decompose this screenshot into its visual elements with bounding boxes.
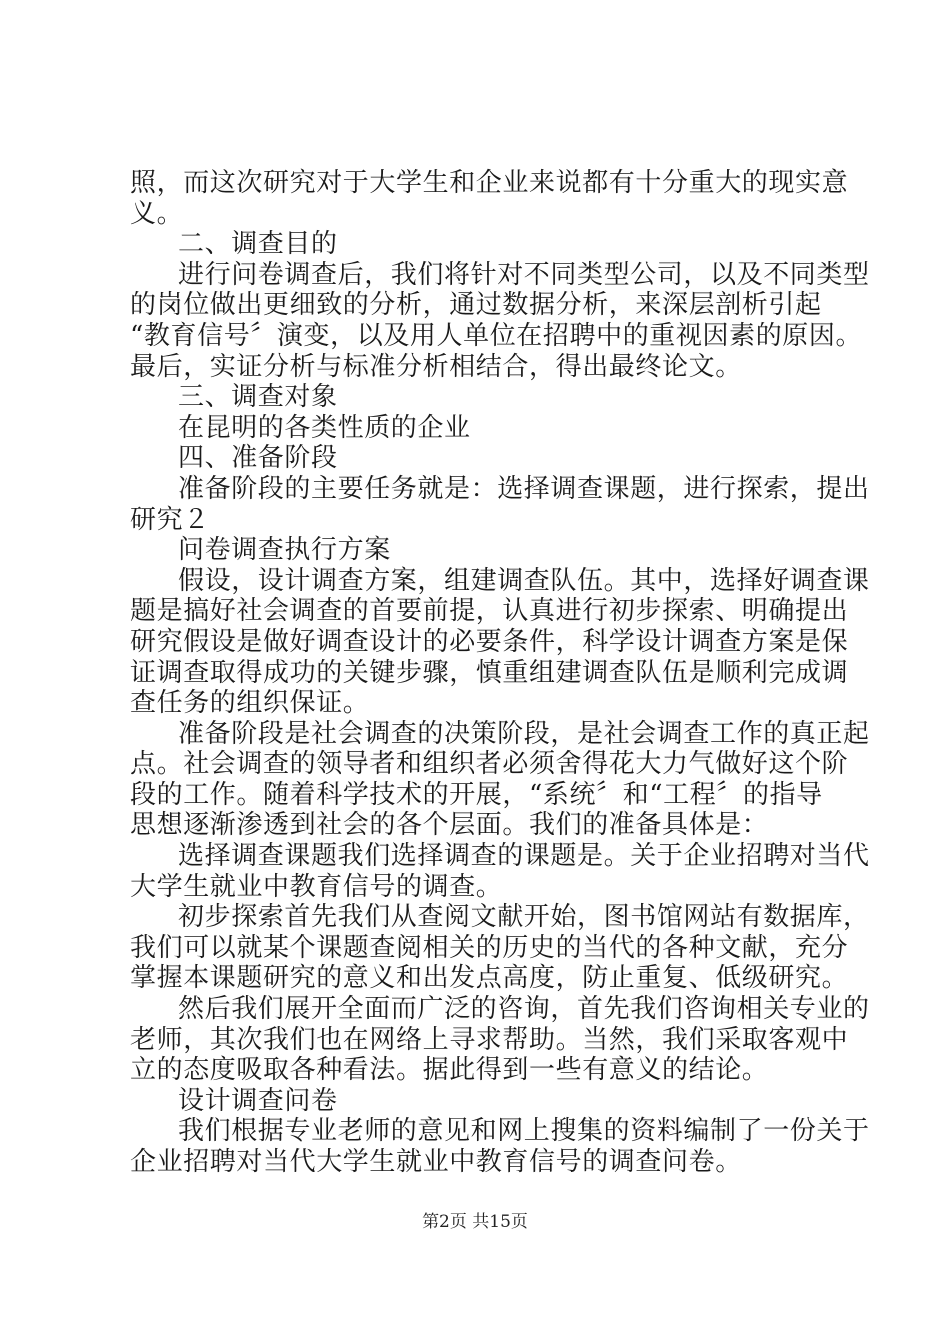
text-line: 的岗位做出更细致的分析，通过数据分析，来深层剖析引起 [130, 290, 822, 321]
text-line: 证调查取得成功的关键步骤，慎重组建调查队伍是顺利完成调 [130, 657, 849, 688]
text-line: 准备阶段的主要任务就是：选择调查课题，进行探索，提出 [178, 473, 870, 504]
text-line: 立的态度吸取各种看法。据此得到一些有意义的结论。 [130, 1055, 769, 1086]
text-line: 准备阶段是社会调查的决策阶段，是社会调查工作的真正起 [178, 718, 870, 749]
text-line: 掌握本课题研究的意义和出发点高度，防止重复、低级研究。 [130, 963, 849, 994]
section-heading: 设计调查问卷 [178, 1085, 338, 1116]
text-line: 最后，实证分析与标准分析相结合，得出最终论文。 [130, 351, 742, 382]
text-line: 查任务的组织保证。 [130, 688, 370, 719]
text-line: 假设，设计调查方案，组建调查队伍。其中，选择好调查课 [178, 565, 870, 596]
text-line: 思想逐渐渗透到社会的各个层面。我们的准备具体是： [130, 810, 769, 841]
text-line: 企业招聘对当代大学生就业中教育信号的调查问卷。 [130, 1147, 742, 1177]
section-heading: 三、调查对象 [178, 382, 338, 413]
section-heading: 四、准备阶段 [178, 443, 338, 474]
text-line: 点。社会调查的领导者和组织者必须舍得花大力气做好这个阶 [130, 749, 849, 780]
text-line: 研究２ [130, 504, 210, 535]
text-line: 然后我们展开全面而广泛的咨询，首先我们咨询相关专业的 [178, 994, 870, 1025]
text-line: 我们根据专业老师的意见和网上搜集的资料编制了一份关于 [178, 1116, 870, 1147]
text-line: “教育信号〞演变，以及用人单位在招聘中的重视因素的原因。 [130, 320, 863, 351]
text-line: 义。 [130, 198, 184, 229]
text-line: 照，而这次研究对于大学生和企业来说都有十分重大的现实意 [130, 168, 849, 198]
document-body [130, 168, 870, 1178]
page-number-footer: 第2页 共15页 [422, 1212, 528, 1232]
text-line: 在昆明的各类性质的企业 [178, 412, 471, 443]
text-line: 题是搞好社会调查的首要前提，认真进行初步探索、明确提出 [130, 596, 849, 627]
text-line: 初步探索首先我们从查阅文献开始，图书馆网站有数据库， [178, 902, 870, 933]
section-heading: 问卷调查执行方案 [178, 535, 391, 566]
text-line: 我们可以就某个课题查阅相关的历史的当代的各种文献，充分 [130, 932, 849, 963]
section-heading: 二、调查目的 [178, 229, 338, 260]
text-line: 选择调查课题我们选择调查的课题是。关于企业招聘对当代 [178, 841, 870, 872]
text-line: 大学生就业中教育信号的调查。 [130, 871, 503, 902]
text-line: 段的工作。随着科学技术的开展，“系统〞和“工程〞的指导 [130, 779, 823, 810]
text-line: 老师，其次我们也在网络上寻求帮助。当然，我们采取客观中 [130, 1024, 849, 1055]
text-line: 研究假设是做好调查设计的必要条件，科学设计调查方案是保 [130, 626, 849, 657]
text-line: 进行问卷调查后，我们将针对不同类型公司，以及不同类型 [178, 259, 870, 290]
